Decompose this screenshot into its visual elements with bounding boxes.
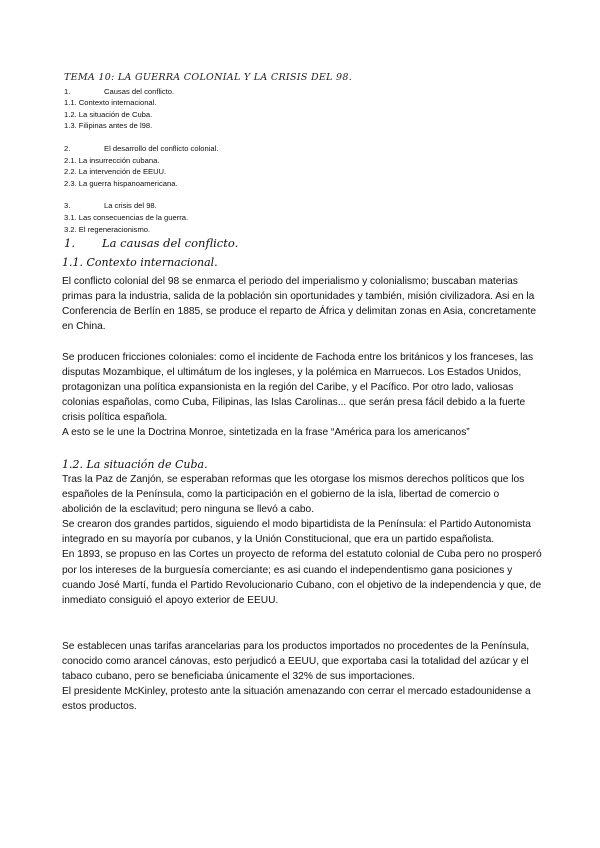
section-heading-text: La causas del conflicto. xyxy=(102,236,239,250)
paragraph-text: Se establecen unas tarifas arancelarias para los productos importados no procedentes de la Península, conocido como arancel cánovas, esto perjudicó a EEUU, que exportaba casi la totalidad del azúcar y el tabaco cubano, pero se beneficiaba únicamente el 32% de sus importaciones. xyxy=(62,641,530,683)
paragraph xyxy=(62,639,542,714)
paragraph-text: Tras la Paz de Zanjón, se esperaban reformas que les otorgase los mismos derechos políticos que los españoles de la Península, como la participación en el gobierno de la isla, libertad de comercio o abolición de la esclavitud; pero ninguna se llevó a cabo. xyxy=(62,474,525,516)
section-heading xyxy=(64,236,238,250)
paragraph-text: El presidente McKinley, protesto ante la situación amenazando con cerrar el mercado estadounidense a estos productos. xyxy=(62,686,531,713)
toc-section-label: La crisis del 98. xyxy=(104,201,157,211)
paragraph xyxy=(62,274,542,334)
toc-section-1 xyxy=(64,86,352,98)
toc-item: 3.1. Las consecuencias de la guerra. xyxy=(64,212,189,222)
toc-item: 1.3. Filipinas antes de l98. xyxy=(64,121,153,131)
section-heading-number: 1. xyxy=(64,236,75,250)
subsection-heading-cuba: 1.2. La situación de Cuba. xyxy=(62,458,208,471)
subsection-heading-context: 1.1. Contexto internacional. xyxy=(62,256,218,269)
toc-item: 1.2. La situación de Cuba. xyxy=(64,109,153,119)
toc-item: 2.2. La intervención de EEUU. xyxy=(64,167,167,177)
topic-title: TEMA 10: LA GUERRA COLONIAL Y LA CRISIS DEL 98. xyxy=(64,72,353,83)
paragraph-text: Se crearon dos grandes partidos, siguiendo el modo bipartidista de la Península: el Partido Autonomista integrado en su mayoría por cubanos, y la Unión Constitucional, que era un partido españolista. xyxy=(62,519,531,546)
paragraph xyxy=(62,350,542,441)
toc-section-number: 1. xyxy=(64,86,71,96)
toc-section-number: 2. xyxy=(64,143,71,153)
paragraph-text: Se producen fricciones coloniales: como el incidente de Fachoda entre los británicos y los franceses, las disputas Mozambique, el ultimátum de los ingleses, y la polémica en Marruecos. Los Estados Unidos, protagonizan una política expansionista en la región del Caribe, y el Pacífico. Por otro lado, valiosas colonias españolas, como Cuba, Filipinas, las Islas Carolinas... que serán presa fácil debido a la fuerte crisis política española. xyxy=(62,352,534,424)
toc-section-label: El desarrollo del conflicto colonial. xyxy=(104,143,219,153)
toc-section-number: 3. xyxy=(64,201,71,211)
toc-item: 2.3. La guerra hispanoamericana. xyxy=(64,178,178,188)
toc-item: 1.1. Contexto internacional. xyxy=(64,98,157,108)
paragraph-text: En 1893, se propuso en las Cortes un proyecto de reforma del estatuto colonial de Cuba pero no prosperó por los intereses de la burguesía comerciante; es asi cuando el independentismo gana posiciones y cuando José Martí, funda el Partido Revolucionario Cubano, con el objetivo de la independencia y que, de inmediato consiguió el apoyo exterior de EEUU. xyxy=(62,549,542,606)
toc-item: 3.2. El regeneracionismo. xyxy=(64,224,151,234)
toc-section-3 xyxy=(64,200,352,212)
paragraph xyxy=(62,472,542,608)
paragraph-text: El conflicto colonial del 98 se enmarca el periodo del imperialismo y colonialismo; buscaban materias primas para la industria, salida de la población sin oportunidades y también, misión civilizadora. Asi en la Conferencia de Berlín en 1885, se produce el reparto de África y delimitan zonas en Asia, concretamente en China. xyxy=(62,276,536,333)
toc-section-2 xyxy=(64,143,352,155)
table-of-contents xyxy=(64,72,352,235)
toc-item: 2.1. La insurrección cubana. xyxy=(64,155,160,165)
toc-section-label: Causas del conflicto. xyxy=(104,86,175,96)
paragraph-text: A esto se le une la Doctrina Monroe, sintetizada en la frase “América para los americanos” xyxy=(62,427,470,439)
